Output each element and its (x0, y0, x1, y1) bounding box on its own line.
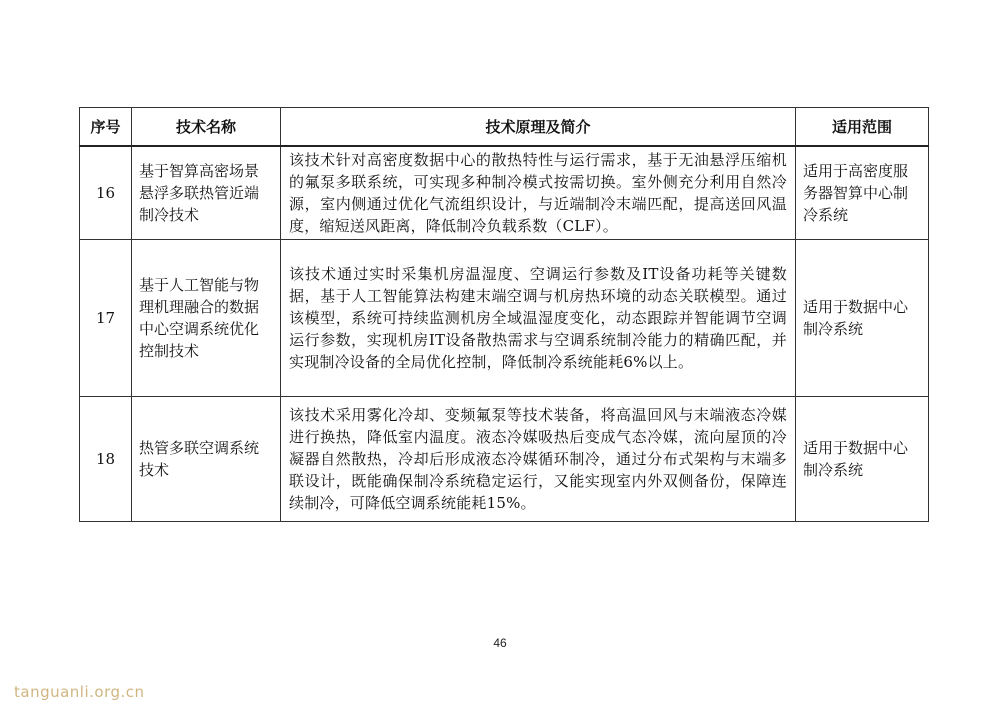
cell-application-scope: 适用于高密度服务器智算中心制冷系统 (796, 146, 929, 240)
cell-application-scope: 适用于数据中心制冷系统 (796, 240, 929, 397)
table-header-row (80, 108, 929, 147)
header-technology-principle: 技术原理及简介 (281, 108, 796, 147)
cell-technology-principle: 该技术采用雾化冷却、变频氟泵等技术装备，将高温回风与末端液态冷媒进行换热，降低室内温度。液态冷媒吸热后变成气态冷媒，流向屋顶的冷凝器自然散热，冷却后形成液态冷媒循环制冷，通过分布式架构与末端多联设计，既能确保制冷系统稳定运行，又能实现室内外双侧备份，保障连续制冷，可降低空调系统能耗15%。 (281, 397, 796, 522)
header-serial-number: 序号 (80, 108, 132, 147)
cell-serial-number: 18 (80, 397, 132, 522)
header-application-scope: 适用范围 (796, 108, 929, 147)
table-row (80, 146, 929, 240)
table-row (80, 240, 929, 397)
cell-technology-name: 基于人工智能与物理机理融合的数据中心空调系统优化控制技术 (132, 240, 281, 397)
cell-serial-number: 17 (80, 240, 132, 397)
cell-application-scope: 适用于数据中心制冷系统 (796, 397, 929, 522)
cell-technology-principle: 该技术针对高密度数据中心的散热特性与运行需求，基于无油悬浮压缩机的氟泵多联系统，可实现多种制冷模式按需切换。室外侧充分利用自然冷源，室内侧通过优化气流组织设计，与近端制冷末端匹配，提高送回风温度，缩短送风距离，降低制冷负载系数（CLF）。 (281, 146, 796, 240)
technology-table (79, 107, 929, 522)
site-watermark: tanguanli.org.cn (14, 683, 145, 701)
header-technology-name: 技术名称 (132, 108, 281, 147)
page-number: 46 (493, 636, 507, 650)
cell-technology-name: 热管多联空调系统技术 (132, 397, 281, 522)
cell-technology-principle: 该技术通过实时采集机房温湿度、空调运行参数及IT设备功耗等关键数据，基于人工智能算法构建末端空调与机房热环境的动态关联模型。通过该模型，系统可持续监测机房全域温湿度变化，动态跟踪并智能调节空调运行参数，实现机房IT设备散热需求与空调系统制冷能力的精确匹配，并实现制冷设备的全局优化控制，降低制冷系统能耗6%以上。 (281, 240, 796, 397)
table-row (80, 397, 929, 522)
cell-technology-name: 基于智算高密场景悬浮多联热管近端制冷技术 (132, 146, 281, 240)
cell-serial-number: 16 (80, 146, 132, 240)
